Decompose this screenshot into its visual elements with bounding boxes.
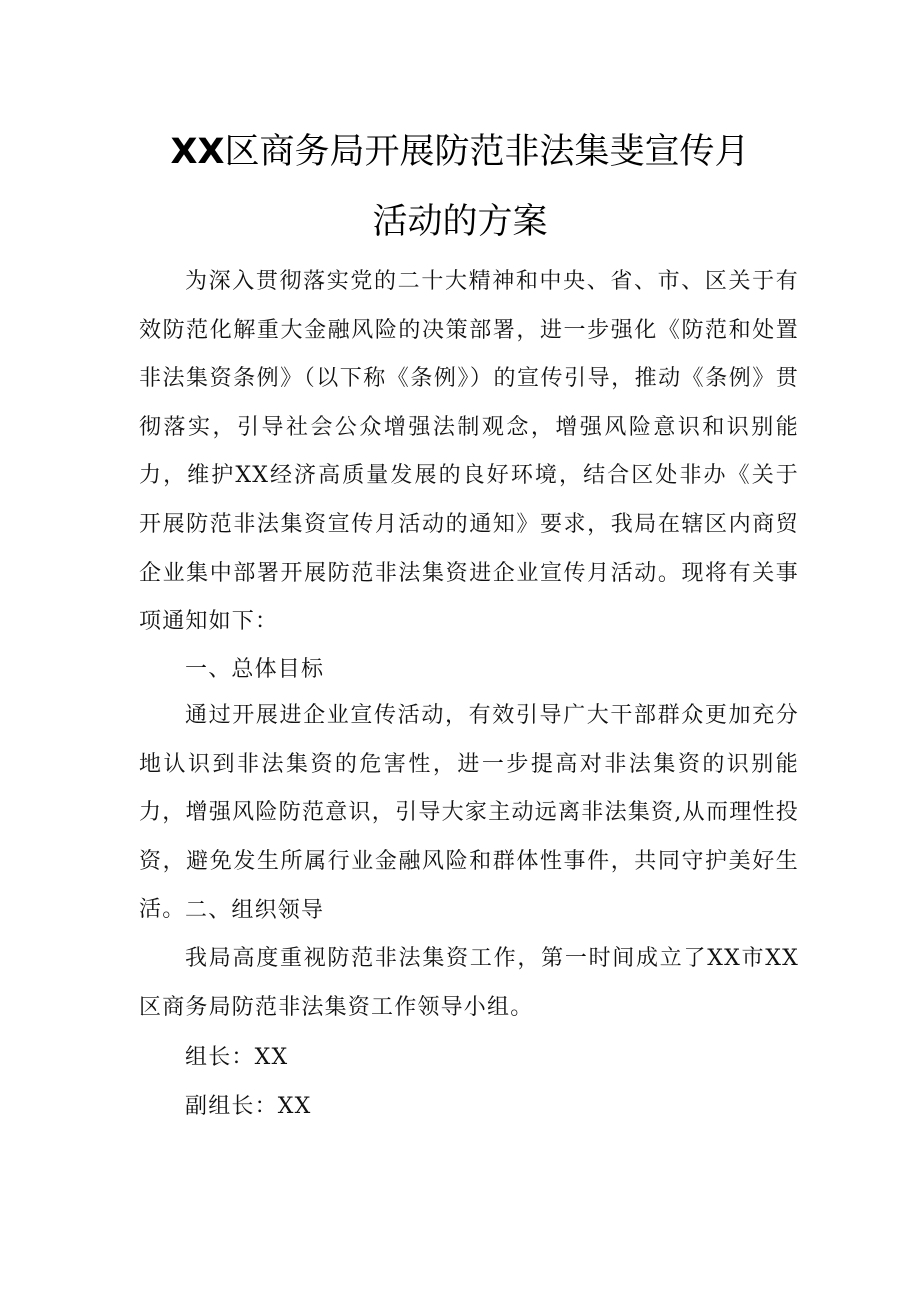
title-prefix: XX [170,132,225,172]
section-heading-organization: 二、组织领导 [185,898,325,923]
deputy-leader-line: 副组长：XX [185,1094,312,1119]
document-title-line2: 活动的方案 [372,202,548,242]
section-heading-goal: 一、总体目标 [185,657,325,682]
leader-line: 组长：XX [185,1045,289,1070]
organization-paragraph: 我局高度重视防范非法集资工作，第一时间成立了XX市XX区商务局防范非法集资工作领导小组。 [139,946,799,1020]
document-title-line1 [0,130,920,174]
intro-paragraph: 为深入贯彻落实党的二十大精神和中央、省、市、区关于有效防范化解重大金融风险的决策部署，进一步强化《防范和处置非法集资条例》（以下称《条例》）的宣传引导，推动《条例》贯彻落实，引导社会公众增强法制观念，增强风险意识和识别能力，维护XX经济高质量发展的良好环境，结合区处非办《关于开展防范非法集资宣传月活动的通知》要求，我局在辖区内商贸企业集中部署开展防范非法集资进企业宣传月活动。现将有关事项通知如下： [139,269,799,635]
title-line1-text: 区商务局开展防范非法集斐宣传月 [224,132,750,172]
goal-paragraph: 通过开展进企业宣传活动，有效引导广大干部群众更加充分地认识到非法集资的危害性，进一步提高对非法集资的识别能力，增强风险防范意识，引导大家主动远离非法集资,从而理性投资，避免发生所属行业金融风险和群体性事件，共同守护美好生活。 [139,703,799,923]
